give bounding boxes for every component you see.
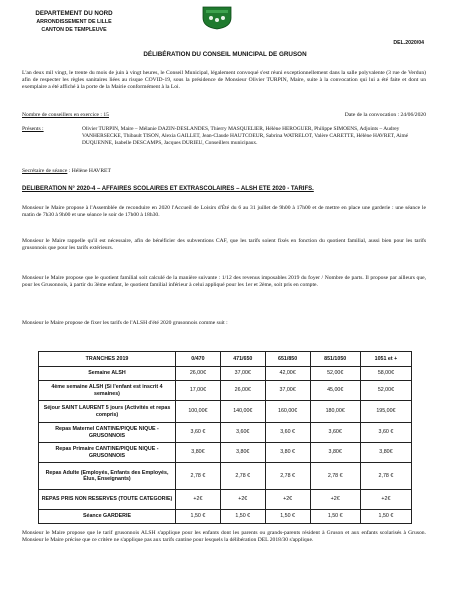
convocation-date: Date de la convocation : 24/06/2020	[344, 112, 426, 118]
table-cell: 58,00€	[360, 367, 411, 381]
table-row	[39, 443, 412, 463]
row-label: REPAS PRIS NON RESERVES (TOUTE CATEGORIE)	[39, 490, 176, 510]
table-row	[39, 490, 412, 510]
table-header-row	[39, 352, 412, 367]
paragraph-tariffs-intro: Monsieur le Maire propose de fixer les tarifs de l'ALSH d'été 2020 grusonnois comme suit :	[22, 320, 228, 326]
secretary-label: Secrétaire de séance	[22, 168, 68, 174]
table-cell: 3,60€	[220, 423, 265, 443]
table-cell: 3,60€	[310, 423, 360, 443]
table-cell: 2,78 €	[176, 463, 221, 490]
table-cell: 26,00€	[220, 381, 265, 401]
table-cell: 160,00€	[265, 401, 310, 423]
row-label: Repas Primaire CANTINE/PIQUE NIQUE - GRUSONNOIS	[39, 443, 176, 463]
members-count: Nombre de conseillers en exercice : 15	[22, 112, 109, 118]
tariff-table	[38, 351, 412, 524]
table-header-cell: 1051 et +	[360, 352, 411, 367]
table-cell: 3,60 €	[360, 423, 411, 443]
arrondissement-line: ARRONDISSEMENT DE LILLE	[36, 19, 112, 25]
table-cell: 100,00€	[176, 401, 221, 423]
table-row	[39, 401, 412, 423]
members-line	[22, 112, 426, 119]
table-row	[39, 381, 412, 401]
table-cell: 3,60 €	[265, 423, 310, 443]
paragraph-caf-subsidies: Monsieur le Maire rappelle qu'il est nécessaire, afin de bénéficier des subventions CAF, que les tarifs soient fixés en fonction du quotient familial, aussi bien pour les tarifs grusonnois que pour les tarifs extérieurs.	[22, 238, 426, 252]
table-cell: 45,00€	[310, 381, 360, 401]
presents-label: Présents :	[22, 126, 44, 132]
table-cell: 2,78 €	[265, 463, 310, 490]
table-cell: 2,78 €	[310, 463, 360, 490]
document-title: DÉLIBÉRATION DU CONSEIL MUNICIPAL DE GRUSON	[143, 51, 307, 58]
shield-logo	[197, 6, 237, 30]
table-cell: 3,80 €	[265, 443, 310, 463]
table-cell: 3,60 €	[176, 423, 221, 443]
table-cell: 3,80€	[310, 443, 360, 463]
table-header-cell: 651/850	[265, 352, 310, 367]
table-header-cell: TRANCHES 2019	[39, 352, 176, 367]
row-label: Repas Adulte (Employés, Enfants des Employés, Élus, Enseignants)	[39, 463, 176, 490]
table-cell: +2€	[310, 490, 360, 510]
table-row	[39, 510, 412, 524]
table-row	[39, 367, 412, 381]
row-label: Semaine ALSH	[39, 367, 176, 381]
table-cell: 37,00€	[265, 381, 310, 401]
row-label: Séjour SAINT LAURENT 5 jours (Activités et repas compris)	[39, 401, 176, 423]
row-label: Séance GARDERIE	[39, 510, 176, 524]
presents-list: Olivier TURPIN, Maire – Mélanie DAZIN-DESLANDES, Thierry MASQUELIER, Hélène HEROGUER, Philippe SIMOENS, Adjoints – Audrey VANHERSECKE, Thibault TISON, Alexia GAILLET, Jean-Claude HAUTCOEUR, Sabrina WATRELOT, Valère CARETTE, Hélène HAVRET, Aimé DUQUENNE, Isabelle DESCAMPS, Jacques DURIEU, Conseillers municipaux.	[82, 126, 409, 146]
paragraph-grusonnois-rate: Monsieur le Maire propose que le tarif grusonnois ALSH s'applique pour les enfants dont les parents ou grands-parents résident à Gruson et aux enfants scolarisés à Gruson. Monsieur le Maire précise que ce critère ne s'applique pas aux tarifs cantine pour lesquels la délibération DEL 2018/30 s'applique.	[22, 530, 426, 544]
table-cell: 1,50 €	[310, 510, 360, 524]
table-header-cell: 471/650	[220, 352, 265, 367]
table-cell: +2€	[360, 490, 411, 510]
table-header-cell: 0/470	[176, 352, 221, 367]
table-cell: 3,80€	[220, 443, 265, 463]
secretary-name: : Hélène HAVRET	[67, 168, 111, 174]
intro-paragraph: L'an deux mil vingt, le trente du mois de juin à vingt heures, le Conseil Municipal, légalement convoqué s'est réuni exceptionnellement dans la salle polyvalente (3 rue de Verdun) afin de respecter les règles sanitaires liées au risque COVID-19, sous la présidence de Monsieur Olivier TURPIN, Maire, suite à la convocation qui lui a été faite et dont un exemplaire a été affiché à la porte de la Mairie conformément à la Loi.	[22, 70, 426, 91]
table-cell: 37,00€	[220, 367, 265, 381]
table-cell: 1,50 €	[176, 510, 221, 524]
table-cell: 52,00€	[310, 367, 360, 381]
table-cell: 1,50 €	[265, 510, 310, 524]
table-cell: 2,78 €	[360, 463, 411, 490]
department-line: DEPARTEMENT DU NORD	[35, 10, 113, 17]
table-cell: 140,00€	[220, 401, 265, 423]
table-cell: 1,50 €	[360, 510, 411, 524]
row-label: 4ème semaine ALSH (Si l'enfant est inscrit 4 semaines)	[39, 381, 176, 401]
table-row	[39, 463, 412, 490]
row-label: Repas Maternel CANTINE/PIQUE NIQUE - GRUSONNOIS	[39, 423, 176, 443]
table-cell: 52,00€	[360, 381, 411, 401]
table-cell: 180,00€	[310, 401, 360, 423]
paragraph-quotient: Monsieur le Maire propose que le quotient familial soit calculé de la manière suivante : 1/12 des revenus imposables 2019 du foyer / Nombre de parts. Il propose par ailleurs que, pour les Grusonnois, à partir du 3ème enfant, le quotient familial inférieur à celui appliqué pour les 1er et 2ème, soit pris en compte.	[22, 275, 426, 289]
secretary-line	[22, 168, 426, 175]
table-cell: +2€	[176, 490, 221, 510]
table-cell: 2,78 €	[220, 463, 265, 490]
table-row	[39, 423, 412, 443]
table-cell: 42,00€	[265, 367, 310, 381]
deliberation-heading: DELIBERATION N° 2020-4 – AFFAIRES SCOLAIRES ET EXTRASCOLAIRES – ALSH ETE 2020 - TARIFS.	[22, 186, 314, 192]
table-cell: +2€	[265, 490, 310, 510]
canton-line: CANTON DE TEMPLEUVE	[41, 27, 107, 33]
deliberation-reference: DEL.2020/04	[393, 40, 424, 46]
table-cell: 17,00€	[176, 381, 221, 401]
paragraph-alsh-dates: Monsieur le Maire propose à l'Assemblée de reconduire en 2020 l'Accueil de Loisirs d'Été du 6 au 31 juillet de 9h00 à 17h00 et de mettre en place une garderie : une séance le matin de 7h30 à 9h00 et une séance le soir de 17h00 à 18h30.	[22, 205, 426, 219]
table-cell: 3,80€	[176, 443, 221, 463]
table-cell: 26,00€	[176, 367, 221, 381]
table-cell: 195,00€	[360, 401, 411, 423]
table-cell: 1,50 €	[220, 510, 265, 524]
table-cell: 3,80€	[360, 443, 411, 463]
letterhead	[24, 10, 124, 34]
table-cell: +2€	[220, 490, 265, 510]
table-header-cell: 851/1050	[310, 352, 360, 367]
